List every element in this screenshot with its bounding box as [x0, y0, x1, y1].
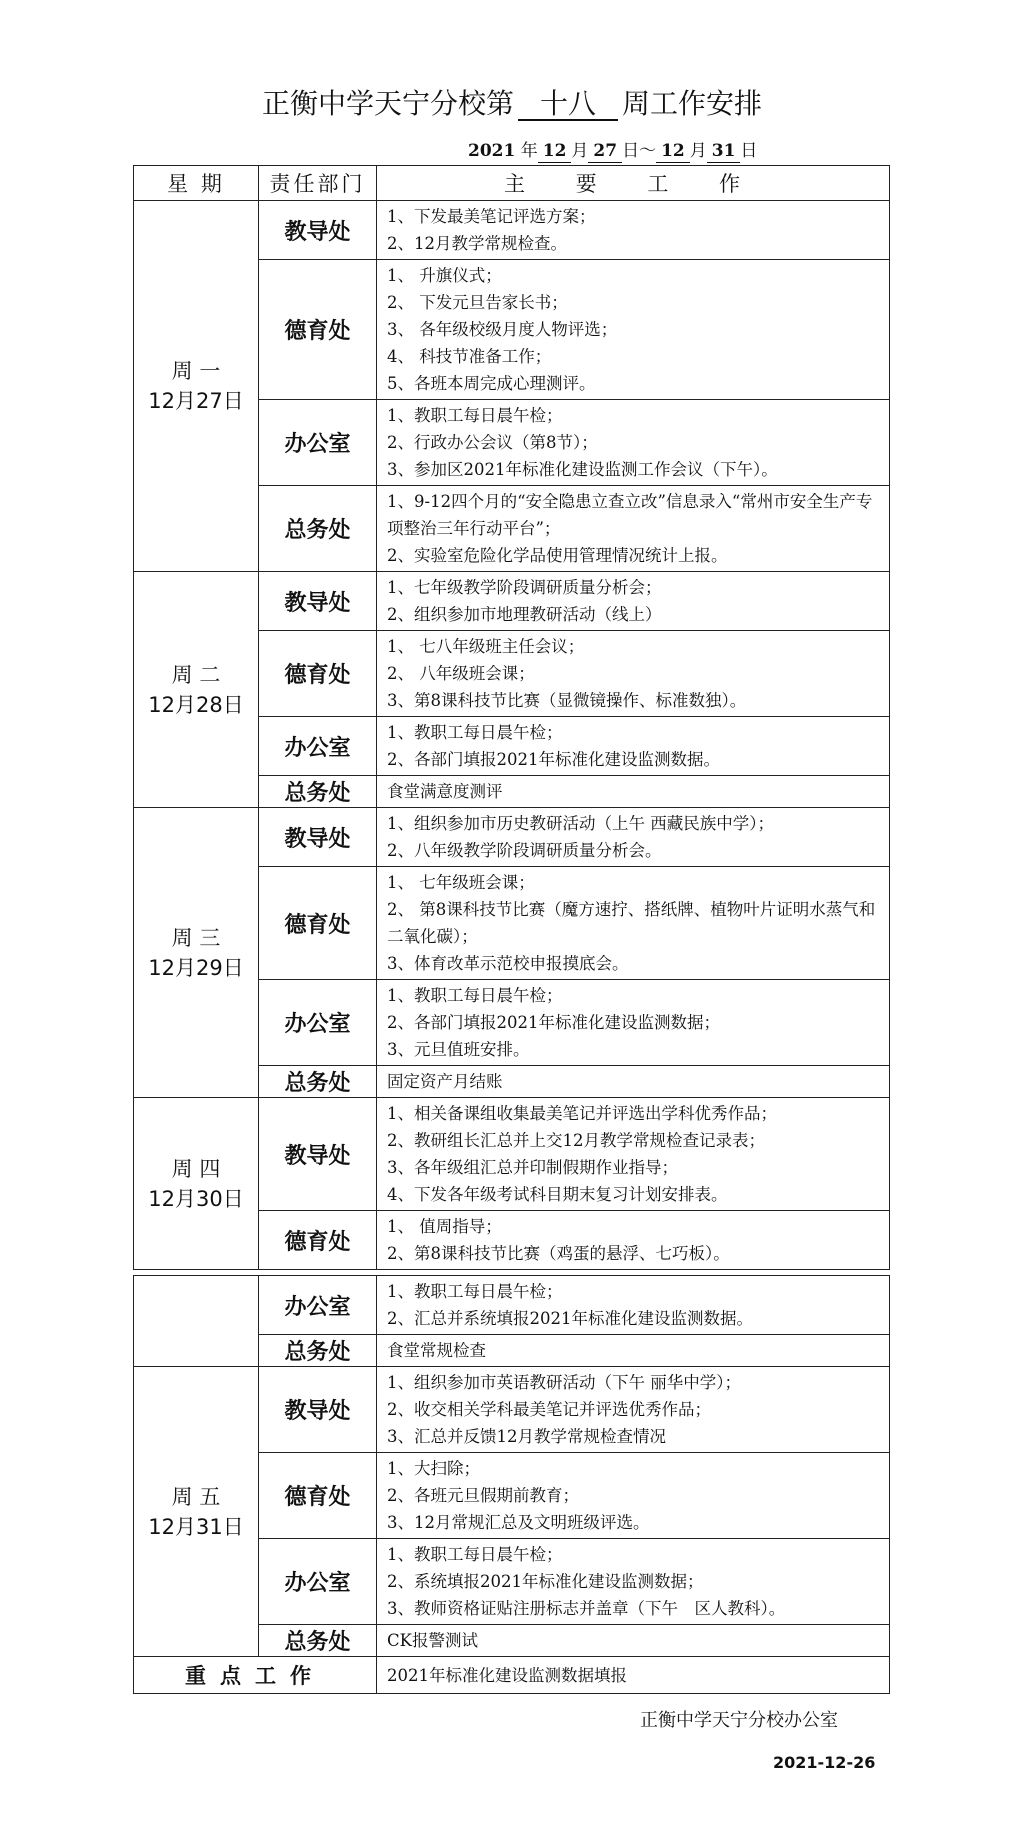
work-item: 2、12月教学常规检查。 [387, 234, 567, 253]
work-item: 2、组织参加市地理教研活动（线上） [387, 605, 662, 624]
header-weekday: 星 期 [134, 166, 259, 201]
department-cell: 教导处 [259, 1367, 377, 1453]
weekday-date: 12月31日 [148, 1514, 244, 1539]
work-item: 1、组织参加市历史教研活动（上午 西藏民族中学）； [387, 814, 774, 833]
work-items [377, 808, 890, 867]
date-range: 2021 年 12 月 27 日～ 12 月 31 日 [468, 141, 758, 161]
work-item: 2、第8课科技节比赛（鸡蛋的悬浮、七巧板）。 [387, 1244, 730, 1263]
work-items [377, 1453, 890, 1539]
work-item: CK报警测试 [387, 1631, 478, 1650]
department-cell: 教导处 [259, 1098, 377, 1211]
schedule-table-1 [133, 165, 890, 1270]
work-item: 1、下发最美笔记评选方案； [387, 207, 596, 226]
work-item: 3、汇总并反馈12月教学常规检查情况 [387, 1427, 666, 1446]
work-item: 3、第8课科技节比赛（显微镜操作、标准数独）。 [387, 691, 747, 710]
work-items [377, 1098, 890, 1211]
work-item: 2、八年级教学阶段调研质量分析会。 [387, 841, 662, 860]
weekday-name: 周 五 [171, 1484, 221, 1509]
table-row [134, 572, 890, 631]
weekday-name: 周 三 [171, 925, 221, 950]
weekday-cell [134, 808, 259, 1098]
work-items [377, 980, 890, 1066]
department-cell: 办公室 [259, 1539, 377, 1625]
department-cell: 总务处 [259, 1066, 377, 1098]
work-item: 1、大扫除； [387, 1459, 480, 1478]
key-work-row [134, 1657, 890, 1694]
department-cell: 德育处 [259, 1211, 377, 1270]
department-cell: 德育处 [259, 867, 377, 980]
weekday-cell [134, 201, 259, 572]
work-items [377, 717, 890, 776]
work-item: 1、 升旗仪式； [387, 266, 502, 285]
work-item: 4、下发各年级考试科目期末复习计划安排表。 [387, 1185, 728, 1204]
signature-office: 正衡中学天宁分校办公室 [640, 1710, 838, 1731]
weekday-cell [134, 1098, 259, 1270]
work-item: 3、 各年级校级月度人物评选； [387, 320, 618, 339]
table-row [134, 1367, 890, 1453]
weekday-name: 周 四 [171, 1156, 221, 1181]
work-item: 4、 科技节准备工作； [387, 347, 552, 366]
table-row [134, 201, 890, 260]
work-item: 2、 下发元旦告家长书； [387, 293, 568, 312]
work-items [377, 1367, 890, 1453]
work-item: 1、 七年级班会课； [387, 873, 535, 892]
work-item: 3、各年级组汇总并印制假期作业指导； [387, 1158, 678, 1177]
department-cell: 办公室 [259, 1276, 377, 1335]
department-cell: 总务处 [259, 1335, 377, 1367]
work-item: 2、行政办公会议（第8节）； [387, 433, 598, 452]
department-cell: 总务处 [259, 776, 377, 808]
work-item: 2、各班元旦假期前教育； [387, 1486, 579, 1505]
table-row [134, 1098, 890, 1211]
work-item: 2、各部门填报2021年标准化建设监测数据。 [387, 750, 720, 769]
work-items [377, 1539, 890, 1625]
work-item: 3、体育改革示范校申报摸底会。 [387, 954, 629, 973]
weekday-name: 周 二 [171, 662, 221, 687]
department-cell: 教导处 [259, 201, 377, 260]
key-work-value: 2021年标准化建设监测数据填报 [377, 1657, 890, 1694]
weekday-cell-empty [134, 1276, 259, 1367]
header-department: 责任部门 [259, 166, 377, 201]
department-cell: 总务处 [259, 1625, 377, 1657]
work-item: 固定资产月结账 [387, 1072, 503, 1091]
week-number: 十八 [518, 89, 618, 121]
work-item: 2、实验室危险化学品使用管理情况统计上报。 [387, 546, 728, 565]
work-items [377, 400, 890, 486]
weekday-date: 12月28日 [148, 692, 244, 717]
department-cell: 教导处 [259, 572, 377, 631]
work-items [377, 572, 890, 631]
table-row [134, 808, 890, 867]
work-item: 2、 第8课科技节比赛（魔方速拧、搭纸牌、植物叶片证明水蒸气和二氧化碳）； [387, 900, 876, 946]
work-item: 3、12月常规汇总及文明班级评选。 [387, 1513, 650, 1532]
work-item: 1、 值周指导； [387, 1217, 502, 1236]
work-item: 1、组织参加市英语教研活动（下午 丽华中学）； [387, 1373, 741, 1392]
work-item: 1、 七八年级班主任会议； [387, 637, 585, 656]
work-item: 5、各班本周完成心理测评。 [387, 374, 596, 393]
work-items [377, 486, 890, 572]
table-header [134, 166, 890, 201]
work-items [377, 1335, 890, 1367]
work-items [377, 867, 890, 980]
work-items [377, 201, 890, 260]
work-item: 1、教职工每日晨午检； [387, 986, 563, 1005]
department-cell: 德育处 [259, 1453, 377, 1539]
work-item: 1、教职工每日晨午检； [387, 723, 563, 742]
work-items [377, 1211, 890, 1270]
work-item: 2、 八年级班会课； [387, 664, 535, 683]
department-cell: 办公室 [259, 717, 377, 776]
work-item: 2、系统填报2021年标准化建设监测数据； [387, 1572, 704, 1591]
work-item: 3、元旦值班安排。 [387, 1040, 530, 1059]
work-items [377, 260, 890, 400]
work-item: 2、各部门填报2021年标准化建设监测数据； [387, 1013, 720, 1032]
work-item: 1、教职工每日晨午检； [387, 1545, 563, 1564]
work-item: 3、参加区2021年标准化建设监测工作会议（下午）。 [387, 460, 778, 479]
work-item: 1、9-12四个月的“安全隐患立查立改”信息录入“常州市安全生产专项整治三年行动平台”； [387, 492, 873, 538]
weekday-date: 12月27日 [148, 389, 244, 413]
work-item: 食堂常规检查 [387, 1341, 486, 1360]
work-item: 1、七年级教学阶段调研质量分析会； [387, 578, 662, 597]
work-item: 1、相关备课组收集最美笔记并评选出学科优秀作品； [387, 1104, 777, 1123]
page-title: 正衡中学天宁分校第 十八 周工作安排 [261, 87, 763, 120]
work-items [377, 1276, 890, 1335]
work-item: 2、教研组长汇总并上交12月教学常规检查记录表； [387, 1131, 765, 1150]
work-items [377, 1066, 890, 1098]
work-items [377, 776, 890, 808]
weekday-date: 12月30日 [148, 1186, 244, 1211]
work-item: 1、教职工每日晨午检； [387, 406, 563, 425]
table-row [134, 1276, 890, 1335]
department-cell: 德育处 [259, 260, 377, 400]
weekday-cell [134, 1367, 259, 1657]
department-cell: 德育处 [259, 631, 377, 717]
signature-date: 2021-12-26 [773, 1753, 876, 1772]
work-item: 2、汇总并系统填报2021年标准化建设监测数据。 [387, 1309, 753, 1328]
department-cell: 总务处 [259, 486, 377, 572]
work-item: 2、收交相关学科最美笔记并评选优秀作品； [387, 1400, 711, 1419]
work-item: 1、教职工每日晨午检； [387, 1282, 563, 1301]
weekday-date: 12月29日 [148, 955, 244, 980]
work-item: 食堂满意度测评 [387, 782, 503, 801]
work-items [377, 631, 890, 717]
department-cell: 教导处 [259, 808, 377, 867]
weekday-name: 周 一 [171, 359, 221, 383]
schedule-table-2 [133, 1275, 890, 1694]
key-work-label: 重点工作 [134, 1657, 377, 1694]
work-item: 3、教师资格证贴注册标志并盖章（下午 区人教科）。 [387, 1599, 786, 1618]
department-cell: 办公室 [259, 980, 377, 1066]
work-items [377, 1625, 890, 1657]
department-cell: 办公室 [259, 400, 377, 486]
weekday-cell [134, 572, 259, 808]
header-main-work: 主 要 工 作 [377, 166, 890, 201]
